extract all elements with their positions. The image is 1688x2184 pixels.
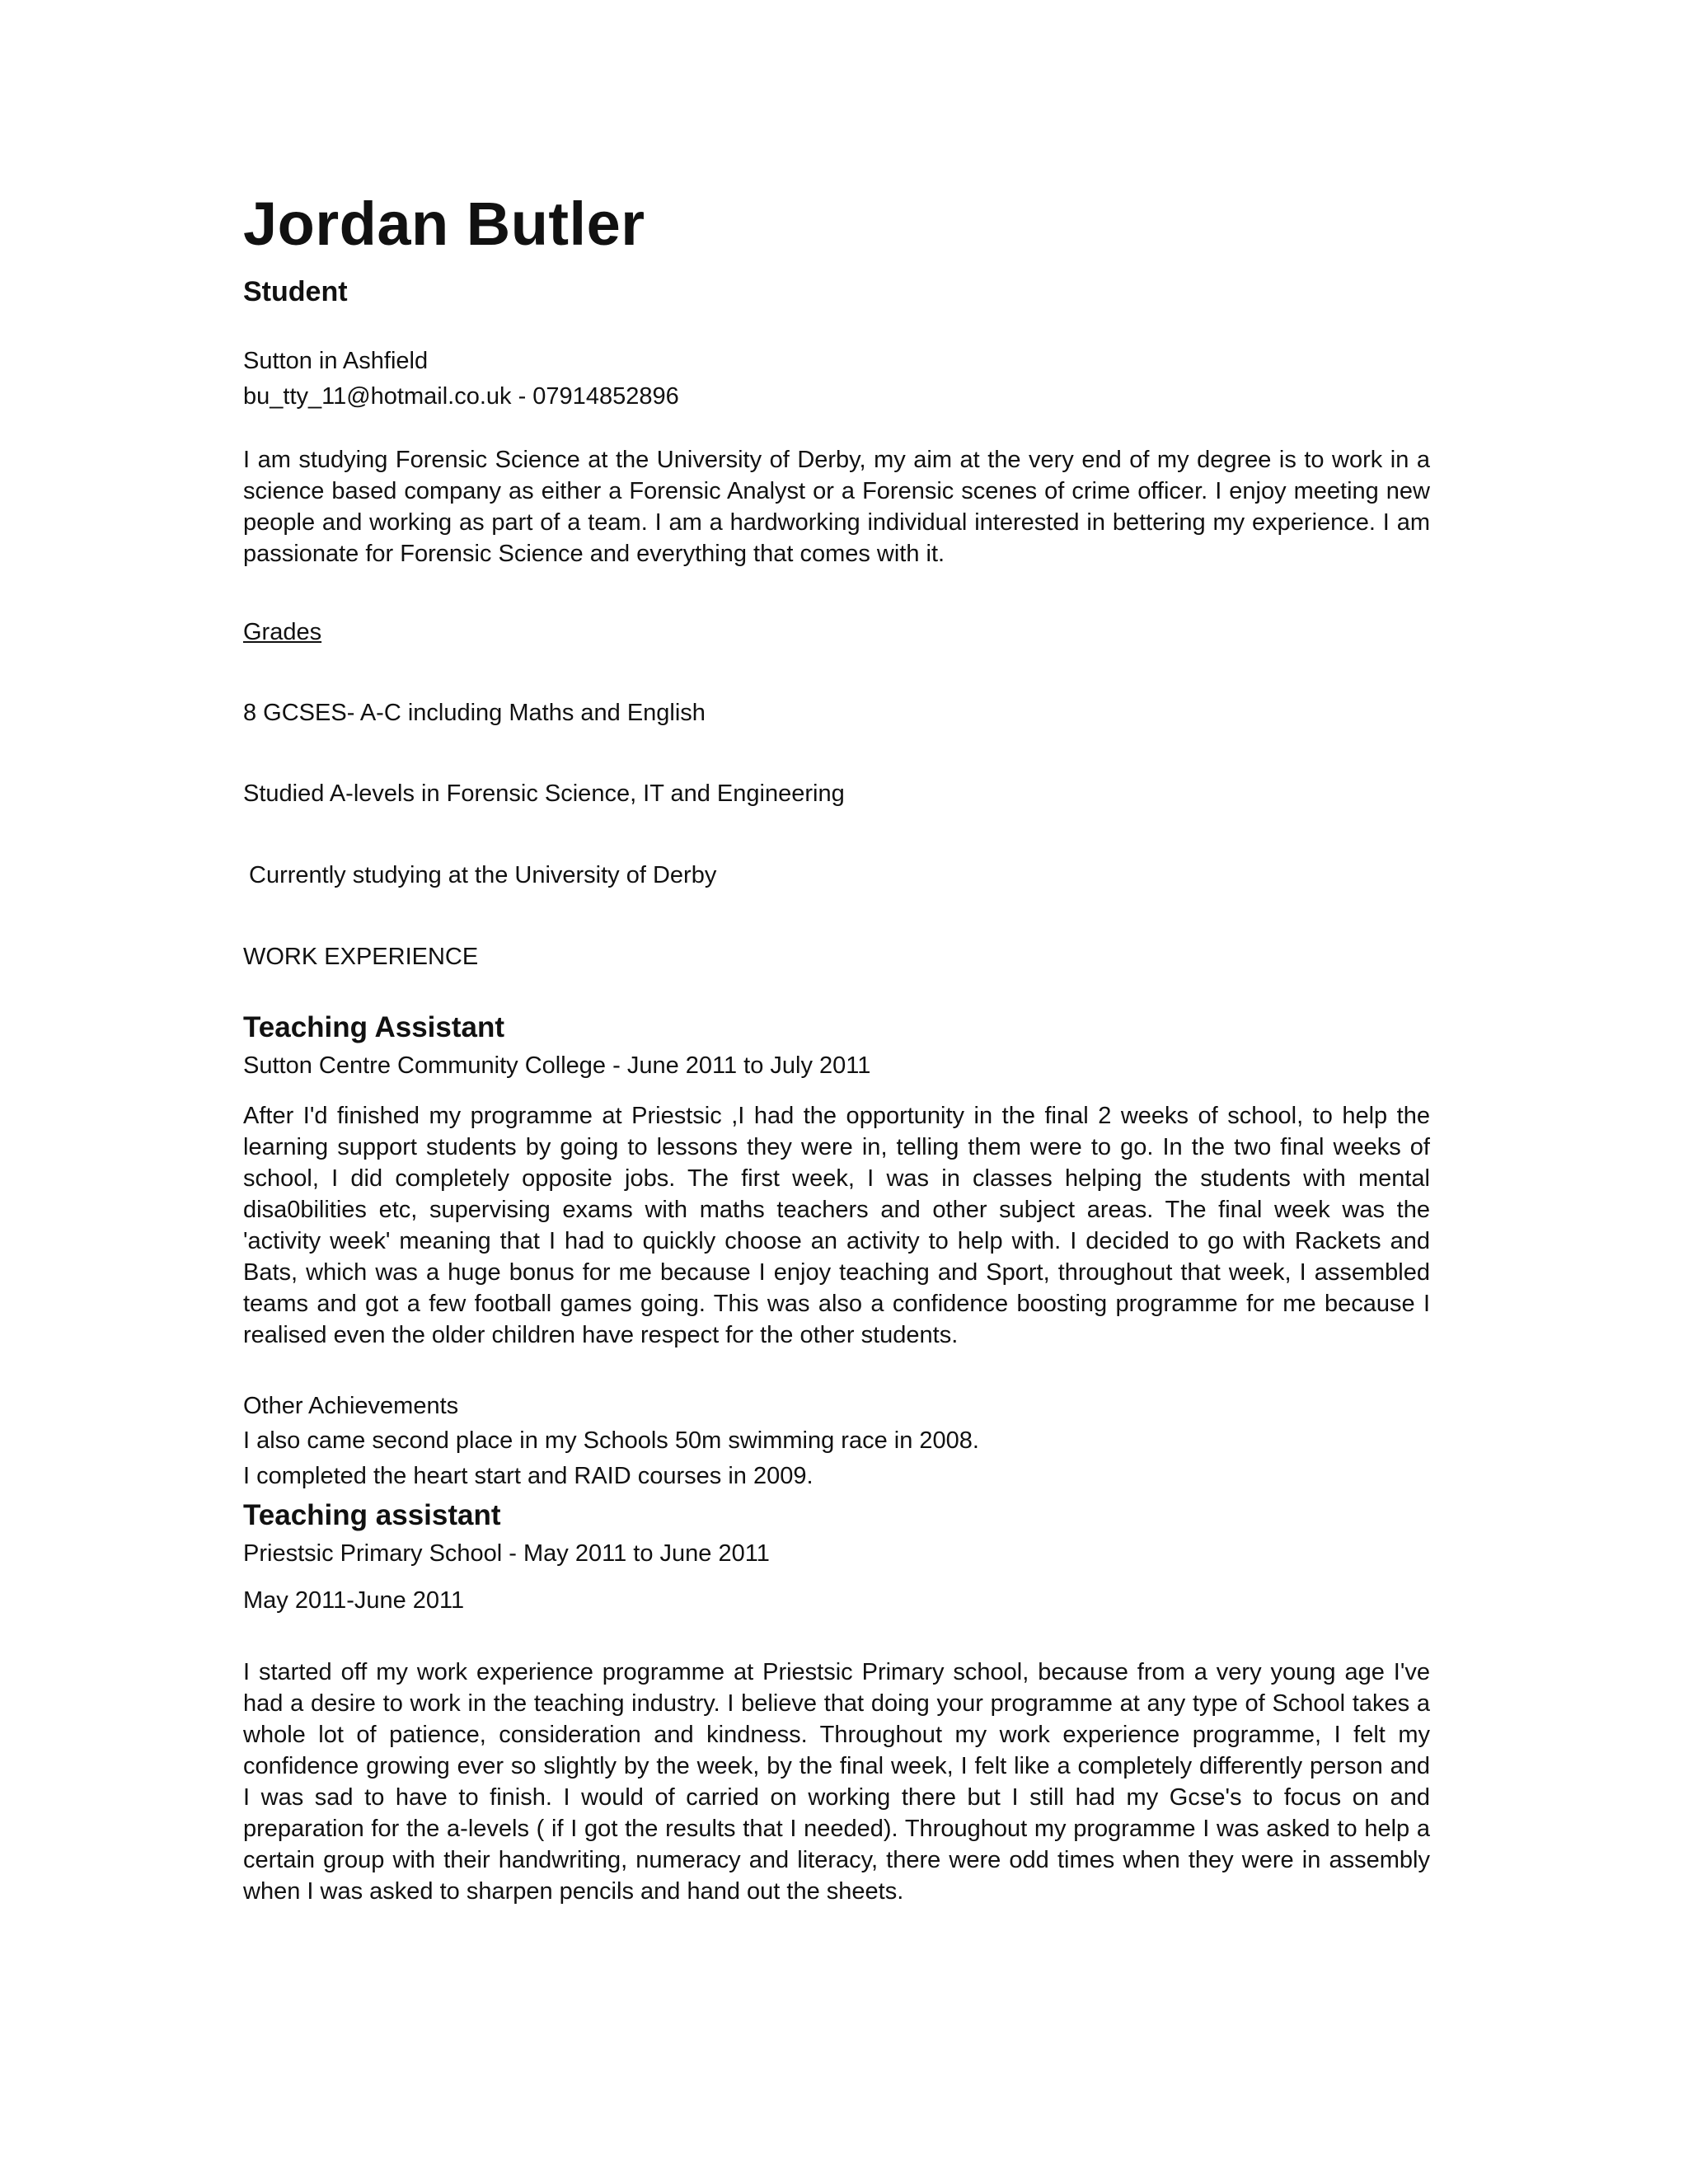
job-title-teaching-assistant-priestsic: Teaching assistant	[243, 1498, 501, 1531]
job-employer-priestsic: Priestsic Primary School - May 2011 to June 2011	[243, 1540, 770, 1567]
grade-item-university: Currently studying at the University of Derby	[249, 862, 717, 889]
job-description-sutton-centre: After I'd finished my programme at Priestsic ,I had the opportunity in the final 2 weeks of school, to help the learning support students by going to lessons they were in, telling them were to go. In the two final weeks of school, I did completely opposite jobs. The first week, I was in classes helping the students with mental disa0bilities etc, supervising exams with maths teachers and other subject areas. The final week was the 'activity week' meaning that I had to quickly choose an activity to help with. I decided to go with Rackets and Bats, which was a huge bonus for me because I enjoy teaching and Sport, throughout that week, I assembled teams and got a few football games going. This was also a confidence boosting programme for me because I realised even the older children have respect for the other students.	[243, 1102, 1430, 1348]
candidate-location: Sutton in Ashfield	[243, 348, 429, 374]
candidate-contact: bu_tty_11@hotmail.co.uk - 07914852896	[243, 382, 679, 410]
candidate-role: Student	[243, 276, 348, 307]
grades-heading: Grades	[243, 618, 322, 645]
job-title-teaching-assistant: Teaching Assistant	[243, 1010, 505, 1043]
grade-item-gcse: 8 GCSES- A-C including Maths and English	[243, 699, 706, 726]
achievement-courses: I completed the heart start and RAID courses in 2009.	[243, 1463, 814, 1490]
achievements-heading: Other Achievements	[243, 1392, 459, 1419]
achievement-swimming: I also came second place in my Schools 50m swimming race in 2008.	[243, 1427, 979, 1455]
job-dates-priestsic: May 2011-June 2011	[243, 1586, 465, 1614]
work-experience-heading: WORK EXPERIENCE	[243, 943, 479, 970]
candidate-name: Jordan Butler	[243, 190, 645, 258]
job-employer-sutton-centre: Sutton Centre Community College - June 2011 to July 2011	[243, 1052, 871, 1079]
profile-summary: I am studying Forensic Science at the University of Derby, my aim at the very end of my degree is to work in a science based company as either a Forensic Analyst or a Forensic scenes of crime officer. I enjoy meeting new people and working as part of a team. I am a hardworking individual interested in bettering my experience. I am passionate for Forensic Science and everything that comes with it.	[243, 446, 1430, 567]
grade-item-alevels: Studied A-levels in Forensic Science, IT and Engineering	[243, 780, 845, 808]
cv-document	[243, 190, 1430, 1907]
job-description-priestsic: I started off my work experience programme at Priestsic Primary school, because from a very young age I've had a desire to work in the teaching industry. I believe that doing your programme at any type of School takes a whole lot of patience, consideration and kindness. Throughout my work experience programme, I felt my confidence growing ever so slightly by the week, by the final week, I felt like a completely differently person and I was sad to have to finish. I would of carried on working there but I still had my Gcse's to focus on and preparation for the a-levels ( if I got the results that I needed). Throughout my programme I was asked to help a certain group with their handwriting, numeracy and literacy, there were odd times when they were in assembly when I was asked to sharpen pencils and hand out the sheets.	[243, 1658, 1430, 1905]
